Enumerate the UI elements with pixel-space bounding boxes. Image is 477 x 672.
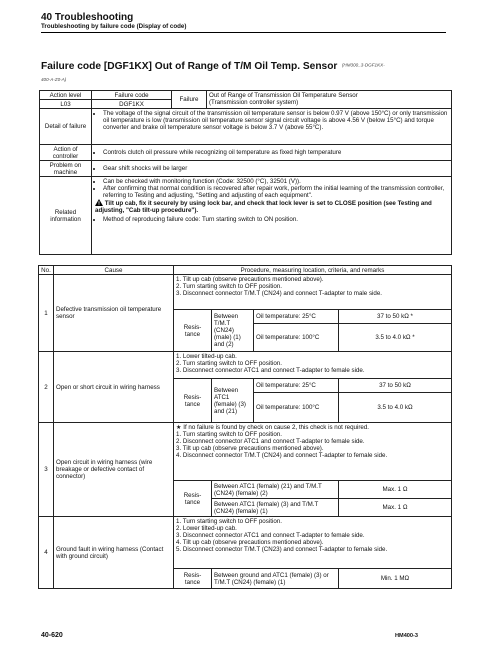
doc-code-cont: 400-A-Z0-A): [41, 77, 67, 82]
step: 4. Disconnect connector T/M.T (CN24) and connect T-adapter to female side.: [176, 451, 388, 459]
failure-code-label: Failure code: [92, 91, 172, 100]
warning-text: Tilt up cab, fix it securely by using lock bar, and check that lock lever is set to CLOSE position (see Testing and adjusting, "Cab tilt-up procedure").: [95, 199, 432, 214]
condition: Oil temperature: 100°C: [254, 324, 339, 352]
procedure-steps: [174, 423, 452, 481]
resistance-label: Resis- tance: [174, 379, 212, 423]
step: 1. Turn starting switch to OFF position.: [176, 517, 282, 525]
failure-name-line2: (Transmission controller system): [209, 98, 299, 106]
step: 1. Lower tilted-up cab.: [176, 352, 237, 360]
step: 5. Disconnect connector T/M.T (CN23) and connect T-adapter to female side.: [176, 545, 388, 553]
condition: Between ATC1 (female) (3) and T/M.T (CN24) (female) (1): [212, 499, 339, 517]
warning-icon: [95, 199, 103, 206]
step: 1. Tilt up cab (observe precautions mentioned above).: [176, 275, 324, 283]
related-item: • After confirming that normal condition is recovered after repair work, perform the initial learning of the transmission controller, referring to Testing and adjusting, "Setting and adjusting of each equipment".: [103, 185, 449, 199]
action-level-value: L03: [40, 100, 92, 109]
cause-text: Defective transmission oil temperature sensor: [54, 275, 174, 352]
condition: Between ground and ATC1 (female) (3) or T/M.T (CN24) (female) (1): [212, 569, 339, 589]
procedure-steps: [174, 517, 452, 569]
causes-table: [38, 265, 452, 589]
condition: Between ATC1 (female) (21) and T/M.T (CN24) (female) (2): [212, 481, 339, 499]
page-number: 40-620: [41, 632, 63, 639]
step: 3. Tilt up cab (observe precautions mentioned above).: [176, 444, 324, 452]
cause-text: Ground fault in wiring harness (Contact with ground circuit): [54, 517, 174, 589]
note: ★ If no failure is found by check on cause 2, this check is not required.: [176, 423, 369, 431]
cause-number: 2: [39, 352, 54, 423]
procedure-header: Procedure, measuring location, criteria, and remarks: [174, 266, 452, 275]
problem-cell: [92, 161, 452, 177]
step: 2. Disconnect connector ATC1 and connect T-adapter to female side.: [176, 437, 365, 445]
problem-label: Problem on machine: [40, 161, 92, 177]
step: 3. Disconnect connector ATC1 and connect T-adapter to female side.: [176, 366, 365, 374]
action-level-label: Action level: [40, 91, 92, 100]
model-number: HM400-3: [395, 633, 419, 639]
failure-label: Failure: [172, 91, 207, 109]
detail-cell: [92, 109, 452, 145]
between-cell: Between T/M.T (CN24) (male) (1) and (2): [212, 310, 254, 352]
criteria-value: 3.5 to 4.0 kΩ: [339, 393, 452, 423]
failure-title-text: Failure code [DGF1KX] Out of Range of T/M Oil Temp. Sensor: [41, 61, 338, 72]
cause-number: 3: [39, 423, 54, 517]
action-label: Action of controller: [40, 145, 92, 161]
action-cell: [92, 145, 452, 161]
subsection-title: Troubleshooting by failure code (Display of code): [41, 23, 187, 30]
criteria-value: Max. 1 Ω: [339, 499, 452, 517]
cause-text: Open or short circuit in wiring harness: [54, 352, 174, 423]
failure-code-value: DGF1KX: [92, 100, 172, 109]
failure-name-line1: Out of Range of Transmission Oil Temperature Sensor: [209, 91, 358, 99]
cause-number: 4: [39, 517, 54, 589]
criteria-value: 37 to 50 kΩ: [339, 379, 452, 393]
step: 2. Turn starting switch to OFF position.: [176, 282, 282, 290]
procedure-steps: [174, 275, 452, 310]
step: 3. Disconnect connector ATC1 and connect T-adapter to female side.: [176, 531, 365, 539]
condition: Oil temperature: 25°C: [254, 310, 339, 324]
step: 1. Turn starting switch to OFF position.: [176, 430, 282, 438]
resistance-label: Resis- tance: [174, 481, 212, 517]
related-cell: [92, 177, 452, 255]
detail-label: Detail of failure: [40, 109, 92, 145]
condition: Oil temperature: 100°C: [254, 393, 339, 423]
cause-text: Open circuit in wiring harness (wire breakage or defective contact of connector): [54, 423, 174, 517]
action-text: • Controls clutch oil pressure while recognizing oil temperature as fixed high temperature: [103, 149, 449, 156]
criteria-value: Min. 1 MΩ: [339, 569, 452, 589]
detail-text: • The voltage of the signal circuit of the transmission oil temperature sensor is below 0.97 V (above 150°C) or only transmission oil temperature is low (transmission oil temperature sensor signal circuit voltage is above 4.56 V (below 15°C) and torque converter and brake oil temperature sensor voltage is below 3.7 V (above 55°C).: [103, 110, 449, 131]
page-header: [41, 12, 446, 33]
cause-header: Cause: [54, 266, 174, 275]
procedure-steps: [174, 352, 452, 379]
failure-title: [41, 56, 451, 82]
resistance-label: Resis- tance: [174, 569, 212, 589]
step: 3. Disconnect connector T/M.T (CN24) and connect T-adapter to male side.: [176, 289, 383, 297]
related-item: • Can be checked with monitoring function (Code: 32500 (°C), 32501 (V)).: [103, 178, 449, 185]
criteria-value: 37 to 50 kΩ *: [339, 310, 452, 324]
criteria-value: 3.5 to 4.0 kΩ *: [339, 324, 452, 352]
header-rule: [41, 32, 446, 33]
between-cell: Between ATC1 (female) (3) and (21): [212, 379, 254, 423]
step: 2. Turn starting switch to OFF position.: [176, 359, 282, 367]
failure-name: [207, 91, 452, 109]
criteria-value: Max. 1 Ω: [339, 481, 452, 499]
related-label: Related information: [40, 177, 92, 255]
resistance-label: Resis- tance: [174, 310, 212, 352]
cause-number: 1: [39, 275, 54, 352]
step: 4. Tilt up cab (observe precautions mentioned above).: [176, 538, 324, 546]
doc-code: (HM300_3-DGF1KX-: [341, 62, 385, 68]
warning-note: [94, 199, 449, 214]
step: 2. Lower tilted-up cab.: [176, 524, 237, 532]
no-header: No.: [39, 266, 54, 275]
section-title: 40 Troubleshooting: [41, 12, 134, 23]
failure-info-table: [39, 90, 452, 255]
condition: Oil temperature: 25°C: [254, 379, 339, 393]
problem-text: • Gear shift shocks will be larger: [103, 165, 449, 172]
related-item: • Method of reproducing failure code: Turn starting switch to ON position.: [103, 216, 449, 223]
